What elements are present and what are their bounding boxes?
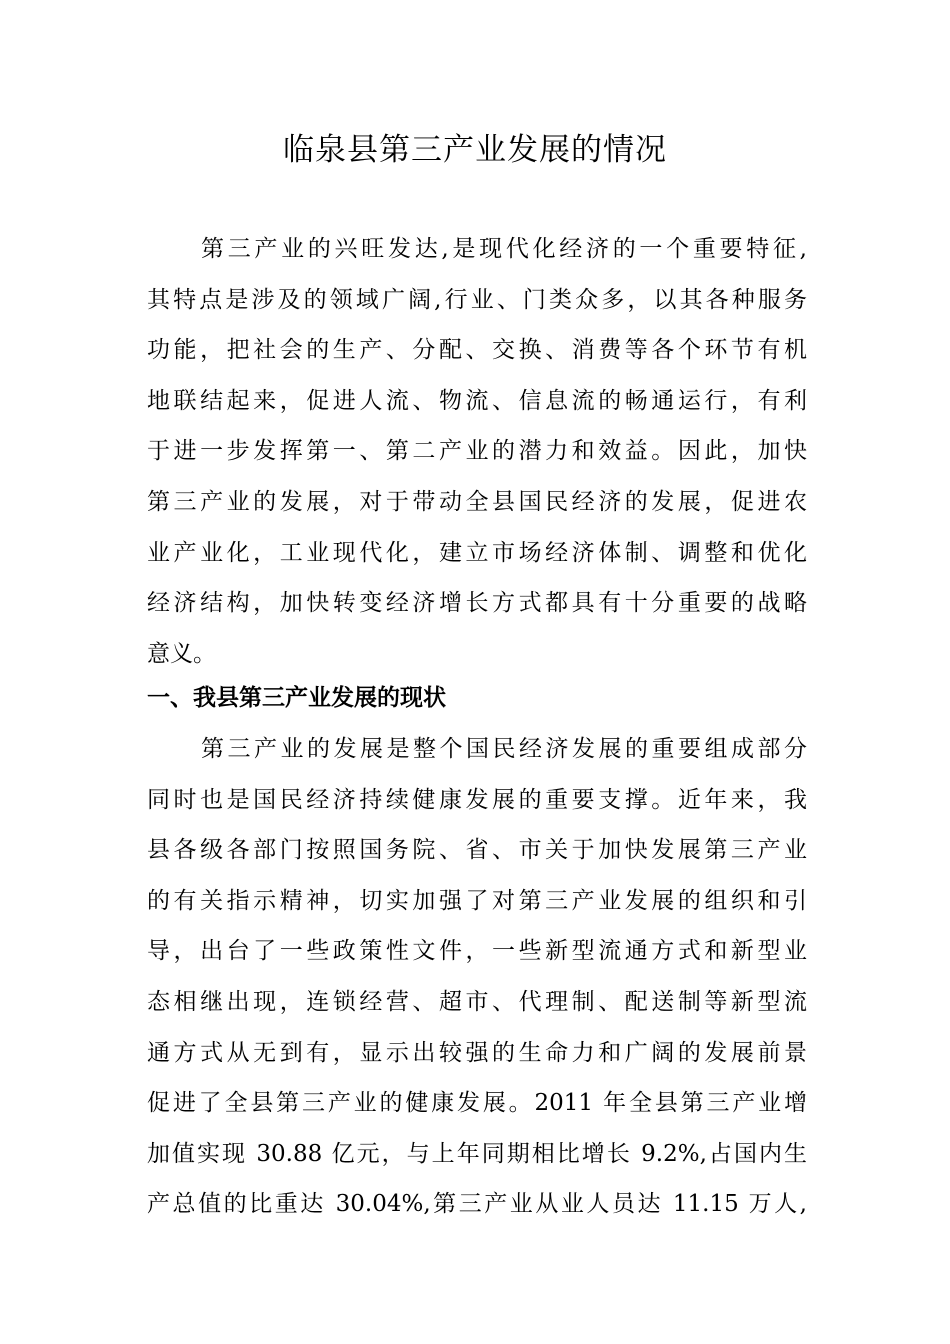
paragraph-line: 意义。 <box>147 640 216 667</box>
document-title: 临泉县第三产业发展的情况 <box>283 132 667 168</box>
paragraph-line: 态相继出现，连锁经营、超市、代理制、配送制等新型流 <box>147 988 807 1015</box>
section-paragraph <box>147 724 807 1230</box>
paragraph-line: 其特点是涉及的领域广阔,行业、门类众多，以其各种服务 <box>147 286 807 313</box>
paragraph-line: 同时也是国民经济持续健康发展的重要支撑。近年来，我 <box>147 786 807 813</box>
paragraph-line: 通方式从无到有，显示出较强的生命力和广阔的发展前景 <box>147 1039 807 1066</box>
paragraph-line: 加值实现 30.88 亿元，与上年同期相比增长 9.2%,占国内生 <box>147 1140 807 1167</box>
section-heading: 一、我县第三产业发展的现状 <box>147 685 446 711</box>
paragraph-line: 第三产业的发展，对于带动全县国民经济的发展，促进农 <box>147 488 807 515</box>
paragraph-line: 县各级各部门按照国务院、省、市关于加快发展第三产业 <box>147 837 807 864</box>
paragraph-line: 导，出台了一些政策性文件，一些新型流通方式和新型业 <box>147 938 807 965</box>
paragraph-line: 功能，把社会的生产、分配、交换、消费等各个环节有机 <box>147 337 807 364</box>
paragraph-line: 于进一步发挥第一、第二产业的潜力和效益。因此，加快 <box>147 438 807 465</box>
paragraph-line: 经济结构，加快转变经济增长方式都具有十分重要的战略 <box>147 590 807 617</box>
paragraph-line: 地联结起来，促进人流、物流、信息流的畅通运行，有利 <box>147 387 807 414</box>
paragraph-line: 产总值的比重达 30.04%,第三产业从业人员达 11.15 万人, <box>147 1191 807 1218</box>
paragraph-line: 促进了全县第三产业的健康发展。2011 年全县第三产业增 <box>147 1090 807 1117</box>
paragraph-line: 业产业化，工业现代化，建立市场经济体制、调整和优化 <box>147 539 807 566</box>
paragraph-line: 第三产业的发展是整个国民经济发展的重要组成部分 <box>201 736 807 762</box>
intro-paragraph <box>147 224 807 679</box>
paragraph-line: 第三产业的兴旺发达,是现代化经济的一个重要特征, <box>201 236 807 262</box>
paragraph-line: 的有关指示精神，切实加强了对第三产业发展的组织和引 <box>147 887 807 914</box>
